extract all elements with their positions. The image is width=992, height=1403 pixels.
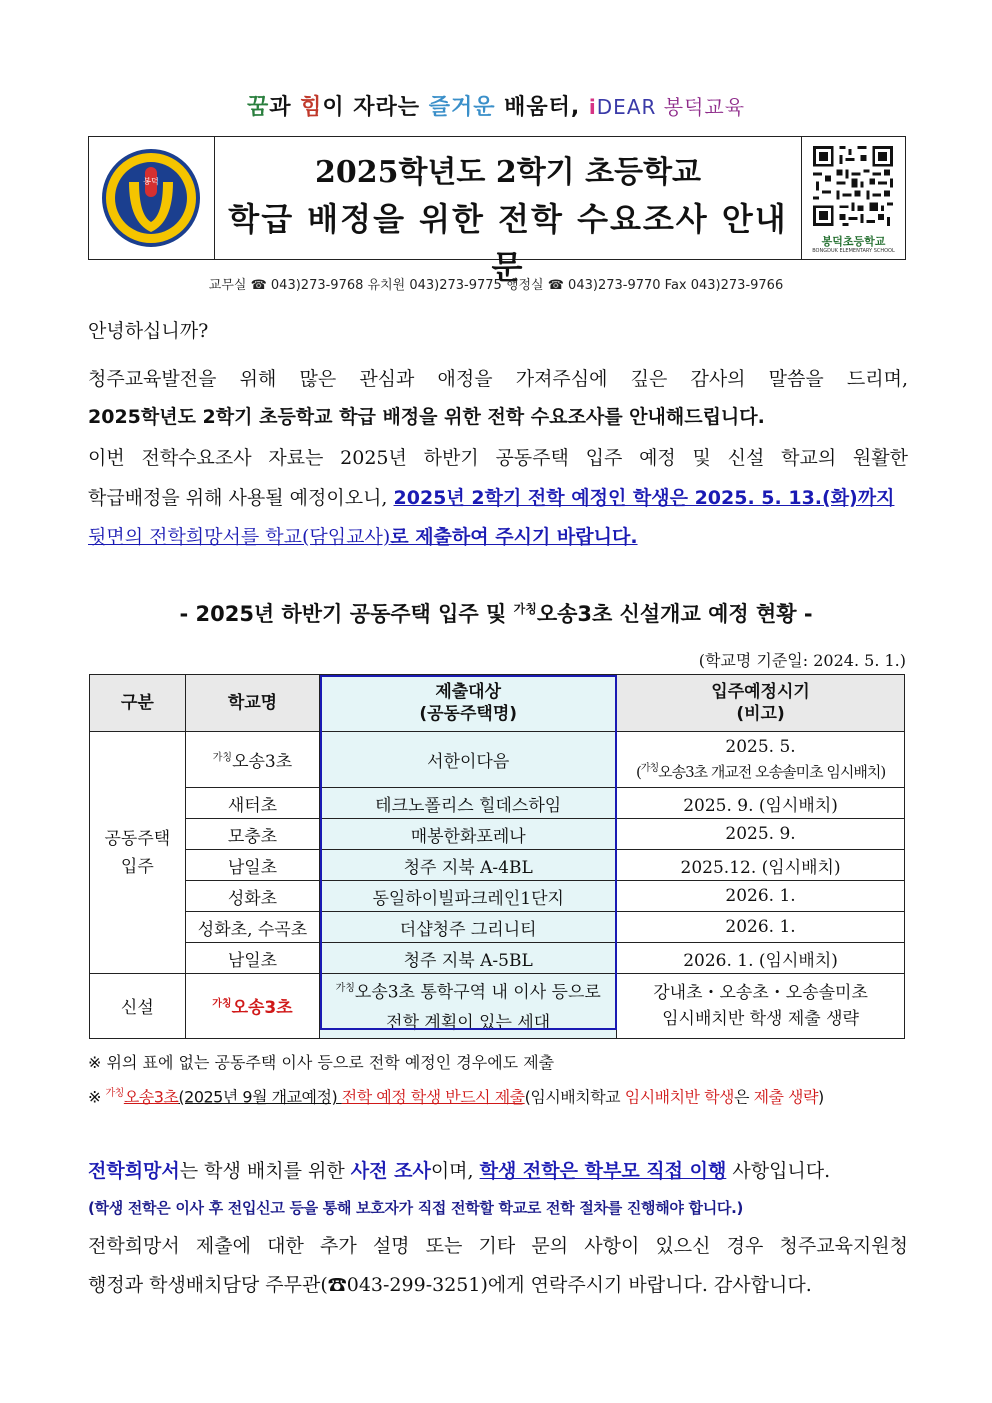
intro-line-2: 2025학년도 2학기 초등학교 학급 배정을 위한 전학 수요조사를 안내해드립니다. xyxy=(88,406,765,428)
note-temp-school: (임시배치학교 xyxy=(524,1087,625,1107)
header-time xyxy=(617,675,905,732)
row-time: 2026. 1. xyxy=(617,912,905,943)
header-time-l1: 입주예정시기 xyxy=(711,682,810,702)
row-target: 청주 지북 A-5BL xyxy=(320,943,617,974)
note-l2: 임시배치반 학생 제출 생략 xyxy=(662,1008,859,1029)
row-time-note: 오송3초 개교전 오송솔미초 임시배치) xyxy=(658,763,886,781)
school-text: 오송3초 xyxy=(232,752,293,772)
brand-i: i xyxy=(588,95,597,119)
slogan-word: 꿈 xyxy=(246,95,270,120)
table-row xyxy=(90,881,905,912)
brand-dear: DEAR xyxy=(596,95,657,119)
closing-keyword-3: 학생 전학은 학부모 직접 이행 xyxy=(479,1160,727,1182)
row-school xyxy=(185,974,320,1039)
slogan-word: 이 자라는 xyxy=(322,95,429,120)
note-school: 오송3초 xyxy=(123,1087,179,1107)
greeting: 안녕하십니까? xyxy=(88,320,209,342)
row-school: 새터초 xyxy=(185,788,320,819)
qr-block xyxy=(801,137,905,259)
row-time: 2025. 9. (임시배치) xyxy=(617,788,905,819)
row-target: 서한이다음 xyxy=(320,732,617,788)
slogan xyxy=(0,90,992,121)
table-row xyxy=(90,732,905,788)
row-time: 2025. 9. xyxy=(617,819,905,850)
document-title xyxy=(215,151,801,291)
header-school: 학교명 xyxy=(185,675,320,732)
brand-logo xyxy=(589,95,745,119)
row-target: 더샵청주 그리니티 xyxy=(320,912,617,943)
section-title-sup: 가칭 xyxy=(513,602,537,616)
brand-name: 봉덕교육 xyxy=(656,95,746,119)
row-school: 성화초 xyxy=(185,881,320,912)
note-mark: ※ xyxy=(88,1087,106,1107)
school-sup: 가칭 xyxy=(212,998,232,1010)
note-close: ) xyxy=(817,1087,824,1107)
title-line-1: 2025학년도 2학기 초등학교 xyxy=(314,155,702,190)
table-header-row xyxy=(90,675,905,732)
closing-keyword-2: 사전 조사 xyxy=(350,1160,431,1182)
header-target-l1: 제출대상 xyxy=(435,682,502,702)
slogan-word: 배움터, xyxy=(495,95,589,120)
slogan-word: 과 xyxy=(269,95,301,120)
note-sup: 가칭 xyxy=(640,763,659,774)
slogan-word: 즐거운 xyxy=(428,95,496,120)
intro-line-4 xyxy=(88,483,908,510)
submit-target-paren: (담임교사) xyxy=(301,526,391,548)
table-row xyxy=(90,788,905,819)
group-new: 신설 xyxy=(90,974,186,1039)
closing-text: 이며, xyxy=(430,1160,480,1182)
school-name-en: BONGDUK ELEMENTARY SCHOOL xyxy=(812,248,895,254)
status-table xyxy=(89,674,905,1039)
row-school: 남일초 xyxy=(185,850,320,881)
row-school: 남일초 xyxy=(185,943,320,974)
note-omit: 제출 생략 xyxy=(753,1087,818,1107)
table-row xyxy=(90,850,905,881)
row-target: 매봉한화포레나 xyxy=(320,819,617,850)
school-name: 봉덕초등학교 xyxy=(821,235,886,248)
table-row xyxy=(90,943,905,974)
slogan-word: 힘 xyxy=(300,95,323,120)
title-line-2: 학급 배정을 위한 전학 수요조사 안내문 xyxy=(228,200,788,286)
row-target: 청주 지북 A-4BL xyxy=(320,850,617,881)
basis-date: (학교명 기준일: 2024. 5. 1.) xyxy=(698,651,906,670)
row-time xyxy=(617,974,905,1039)
note-open-date: (2025년 9월 개교예정) xyxy=(178,1087,342,1107)
closing-text: 사항입니다. xyxy=(726,1160,831,1182)
intro-line-5 xyxy=(88,522,908,549)
note-2 xyxy=(88,1084,824,1107)
logo-text: 봉덕 xyxy=(143,177,159,186)
row-time-value: 2025. 5. xyxy=(725,737,796,757)
intro-line-3: 이번 전학수요조사 자료는 2025년 하반기 공동주택 입주 예정 및 신설 학교의 원활한 xyxy=(88,447,908,469)
closing-note: (학생 전학은 이사 후 전입신고 등을 통해 보호자가 직접 전학할 학교로 전학 절차를 진행해야 합니다.) xyxy=(88,1199,744,1217)
note-particle: 은 xyxy=(734,1087,754,1107)
note-1: ※ 위의 표에 없는 공동주택 이사 등으로 전학 예정인 경우에도 제출 xyxy=(88,1053,555,1072)
closing-line-1 xyxy=(88,1156,908,1183)
note-paren: ( xyxy=(635,763,641,781)
closing-line-3: 전학희망서 제출에 대한 추가 설명 또는 기타 문의 사항이 있으신 경우 청주교육지원청 xyxy=(88,1235,908,1257)
section-title xyxy=(0,598,992,628)
header-target-l2: (공동주택명) xyxy=(419,704,518,724)
header-target xyxy=(320,675,617,732)
submit-target-text: 뒷면의 전학희망서를 학교 xyxy=(88,526,302,548)
school-emblem-icon xyxy=(89,137,214,259)
section-title-b: 오송3초 신설개교 예정 현황 - xyxy=(536,602,813,626)
deadline-text: 2025년 2학기 전학 예정인 학생은 2025. 5. 13.(화)까지 xyxy=(393,487,895,509)
table-row xyxy=(90,912,905,943)
closing-text: 는 학생 배치를 위한 xyxy=(179,1160,351,1182)
school-text: 오송3초 xyxy=(231,998,293,1019)
closing-line-4: 행정과 학생배치담당 주무관(☎043-299-3251)에게 연락주시기 바랍니다. 감사합니다. xyxy=(88,1274,812,1296)
section-title-a: - 2025년 하반기 공동주택 입주 및 xyxy=(179,602,514,626)
table-row-new-school xyxy=(90,974,905,1039)
school-sup: 가칭 xyxy=(212,752,233,764)
note-must-submit: 전학 예정 학생 반드시 제출 xyxy=(341,1087,525,1107)
intro-line-4-text: 학급배정을 위해 사용될 예정이오니, xyxy=(88,487,394,509)
contact-info: 교무실 ☎ 043)273-9768 유치원 043)273-9775 행정실 ☎ 043)273-9770 Fax 043)273-9766 xyxy=(208,278,784,293)
school-logo xyxy=(89,137,215,259)
row-target xyxy=(320,974,617,1039)
intro-line-1: 청주교육발전을 위해 많은 관심과 애정을 가져주심에 깊은 감사의 말씀을 드리며, xyxy=(88,368,908,390)
row-target: 동일하이빌파크레인1단지 xyxy=(320,881,617,912)
row-time: 2025.12. (임시배치) xyxy=(617,850,905,881)
row-time xyxy=(617,732,905,788)
target-l1: 오송3초 통학구역 내 이사 등으로 xyxy=(354,982,601,1003)
row-school: 모충초 xyxy=(185,819,320,850)
closing-keyword-1: 전학희망서 xyxy=(88,1160,180,1182)
row-school xyxy=(185,732,320,788)
row-time: 2026. 1. xyxy=(617,881,905,912)
note-temp-class: 임시배치반 학생 xyxy=(624,1087,735,1107)
note-l1: 강내초・오송초・오송솔미초 xyxy=(653,982,868,1003)
qr-code-icon xyxy=(810,143,896,229)
row-target: 테크노폴리스 힐데스하임 xyxy=(320,788,617,819)
table-row xyxy=(90,819,905,850)
group-housing: 공동주택 입주 xyxy=(90,732,186,974)
header-time-l2: (비고) xyxy=(736,704,785,724)
header-category: 구분 xyxy=(90,675,186,732)
row-school: 성화초, 수곡초 xyxy=(185,912,320,943)
row-time: 2026. 1. (임시배치) xyxy=(617,943,905,974)
target-l2: 전학 계획이 있는 세대 xyxy=(386,1012,551,1033)
submit-request-text: 로 제출하여 주시기 바랍니다. xyxy=(390,526,638,548)
target-sup: 가칭 xyxy=(335,983,355,994)
note-sup: 가칭 xyxy=(105,1088,124,1099)
